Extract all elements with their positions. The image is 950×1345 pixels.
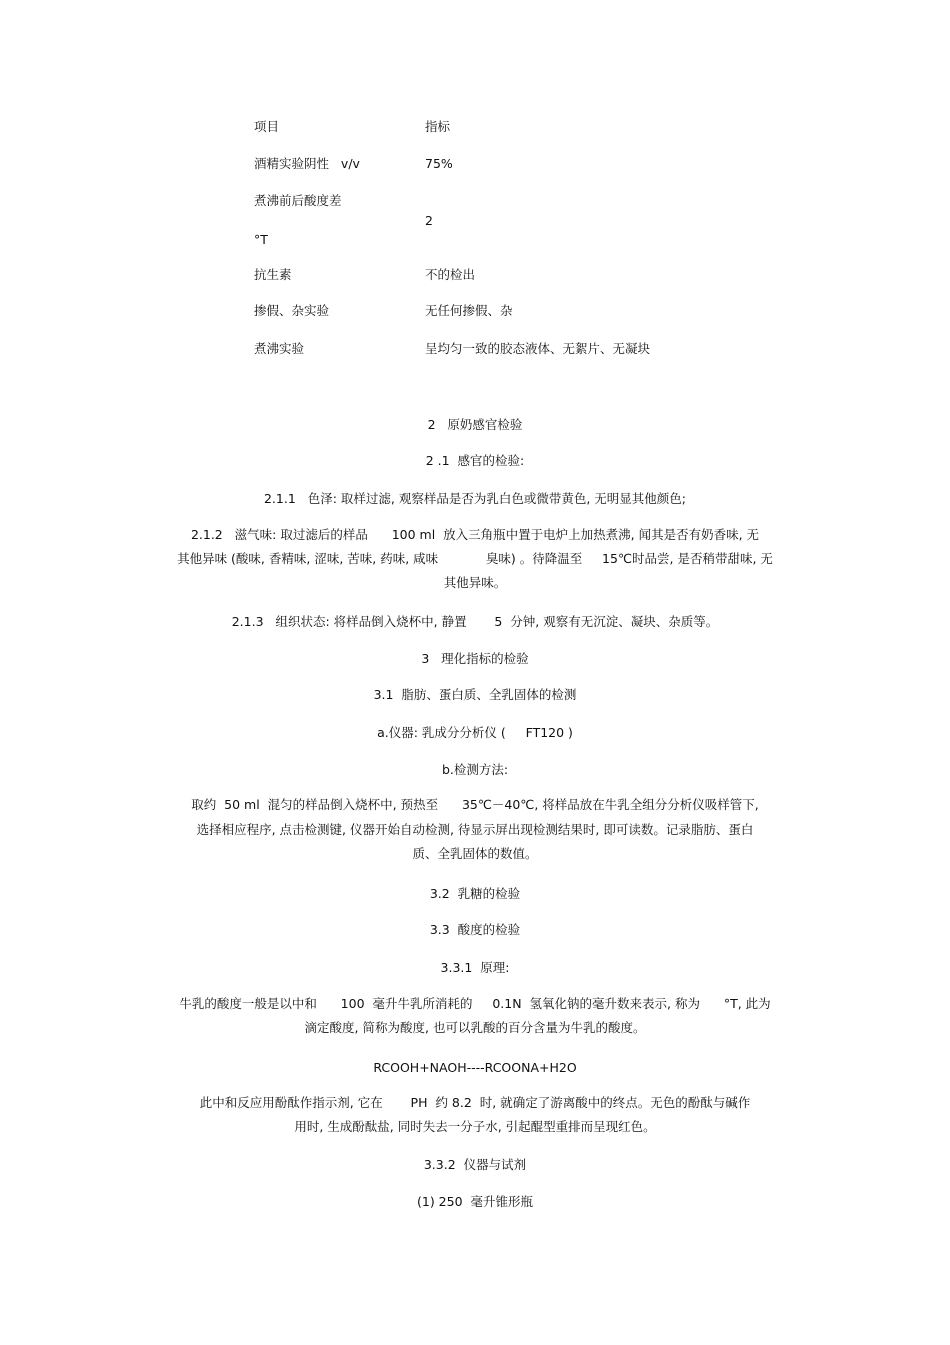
indicator-paragraph-line1: 此中和反应用酚酞作指示剂, 它在 PH 约 8.2 时, 就确定了游离酸中的终点。无色的酚酞与碱作 [199, 1095, 751, 1110]
section-heading-3-3: 3.3 酸度的检验 [429, 922, 521, 937]
section-heading-3-3-2: 3.3.2 仪器与试剂 [423, 1157, 527, 1172]
instrument-line: a.仪器: 乳成分分析仪 ( FT120 ) [377, 725, 573, 740]
table-row-value: 2 [425, 213, 433, 228]
paragraph-2-1-3: 2.1.3 组织状态: 将样品倒入烧杯中, 静置 5 分钟, 观察有无沉淀、凝块、杂质等。 [231, 614, 719, 629]
table-row-item: 掺假、杂实验 [254, 303, 330, 318]
section-heading-3-3-1: 3.3.1 原理: [440, 960, 510, 975]
table-header-item: 项目 [254, 119, 280, 134]
method-paragraph-line3: 质、全乳固体的数值。 [412, 846, 538, 861]
table-row-item: 煮沸实验 [254, 341, 305, 356]
table-row-value: 呈均匀一致的胶态液体、无絮片、无凝块 [425, 341, 651, 356]
section-heading-3: 3 理化指标的检验 [421, 651, 529, 666]
method-paragraph-line2: 选择相应程序, 点击检测键, 仪器开始自动检测, 待显示屏出现检测结果时, 即可读数。记录脂肪、蛋白 [196, 822, 754, 837]
table-header-index: 指标 [425, 119, 451, 134]
table-row-item: 煮沸前后酸度差 [254, 193, 342, 208]
table-row-value: 不的检出 [425, 267, 476, 282]
section-heading-2-1: 2 .1 感官的检验: [425, 453, 525, 468]
section-heading-3-1: 3.1 脂肪、蛋白质、全乳固体的检测 [373, 687, 577, 702]
section-heading-2: 2 原奶感官检验 [427, 417, 523, 432]
paragraph-2-1-2-line2: 其他异味 (酸味, 香精味, 涩味, 苦味, 药味, 咸味 臭味) 。待降温至 15℃时品尝, 是否稍带甜味, 无 [177, 551, 773, 566]
table-row-value: 无任何掺假、杂 [425, 303, 513, 318]
section-heading-3-2: 3.2 乳糖的检验 [429, 886, 521, 901]
table-row-item-unit: °T [254, 232, 268, 247]
principle-paragraph-line1: 牛乳的酸度一般是以中和 100 毫升牛乳所消耗的 0.1N 氢氧化钠的毫升数来表示, 称为 °T, 此为 [179, 996, 771, 1011]
paragraph-2-1-2-line1: 2.1.2 滋气味: 取过滤后的样品 100 ml 放入三角瓶中置于电炉上加热煮沸, 闻其是否有奶香味, 无 [190, 527, 760, 542]
principle-paragraph-line2: 滴定酸度, 简称为酸度, 也可以乳酸的百分含量为牛乳的酸度。 [304, 1020, 646, 1035]
table-row-item: 抗生素 [254, 267, 292, 282]
paragraph-2-1-1: 2.1.1 色泽: 取样过滤, 观察样品是否为乳白色或微带黄色, 无明显其他颜色; [263, 491, 687, 506]
method-paragraph-line1: 取约 50 ml 混匀的样品倒入烧杯中, 预热至 35℃－40℃, 将样品放在牛乳全组分分析仪吸样管下, [191, 797, 759, 812]
reaction-formula: RCOOH+NAOH----RCOONA+H2O [373, 1060, 577, 1075]
paragraph-2-1-2-line3: 其他异味。 [443, 575, 507, 590]
table-row-value: 75% [425, 156, 453, 171]
indicator-paragraph-line2: 用时, 生成酚酞盐, 同时失去一分子水, 引起醌型重排而呈现红色。 [294, 1119, 656, 1134]
method-heading: b.检测方法: [441, 762, 509, 777]
list-item-1: (1) 250 毫升锥形瓶 [417, 1194, 533, 1209]
table-row-item: 酒精实验阴性 v/v [254, 156, 360, 171]
